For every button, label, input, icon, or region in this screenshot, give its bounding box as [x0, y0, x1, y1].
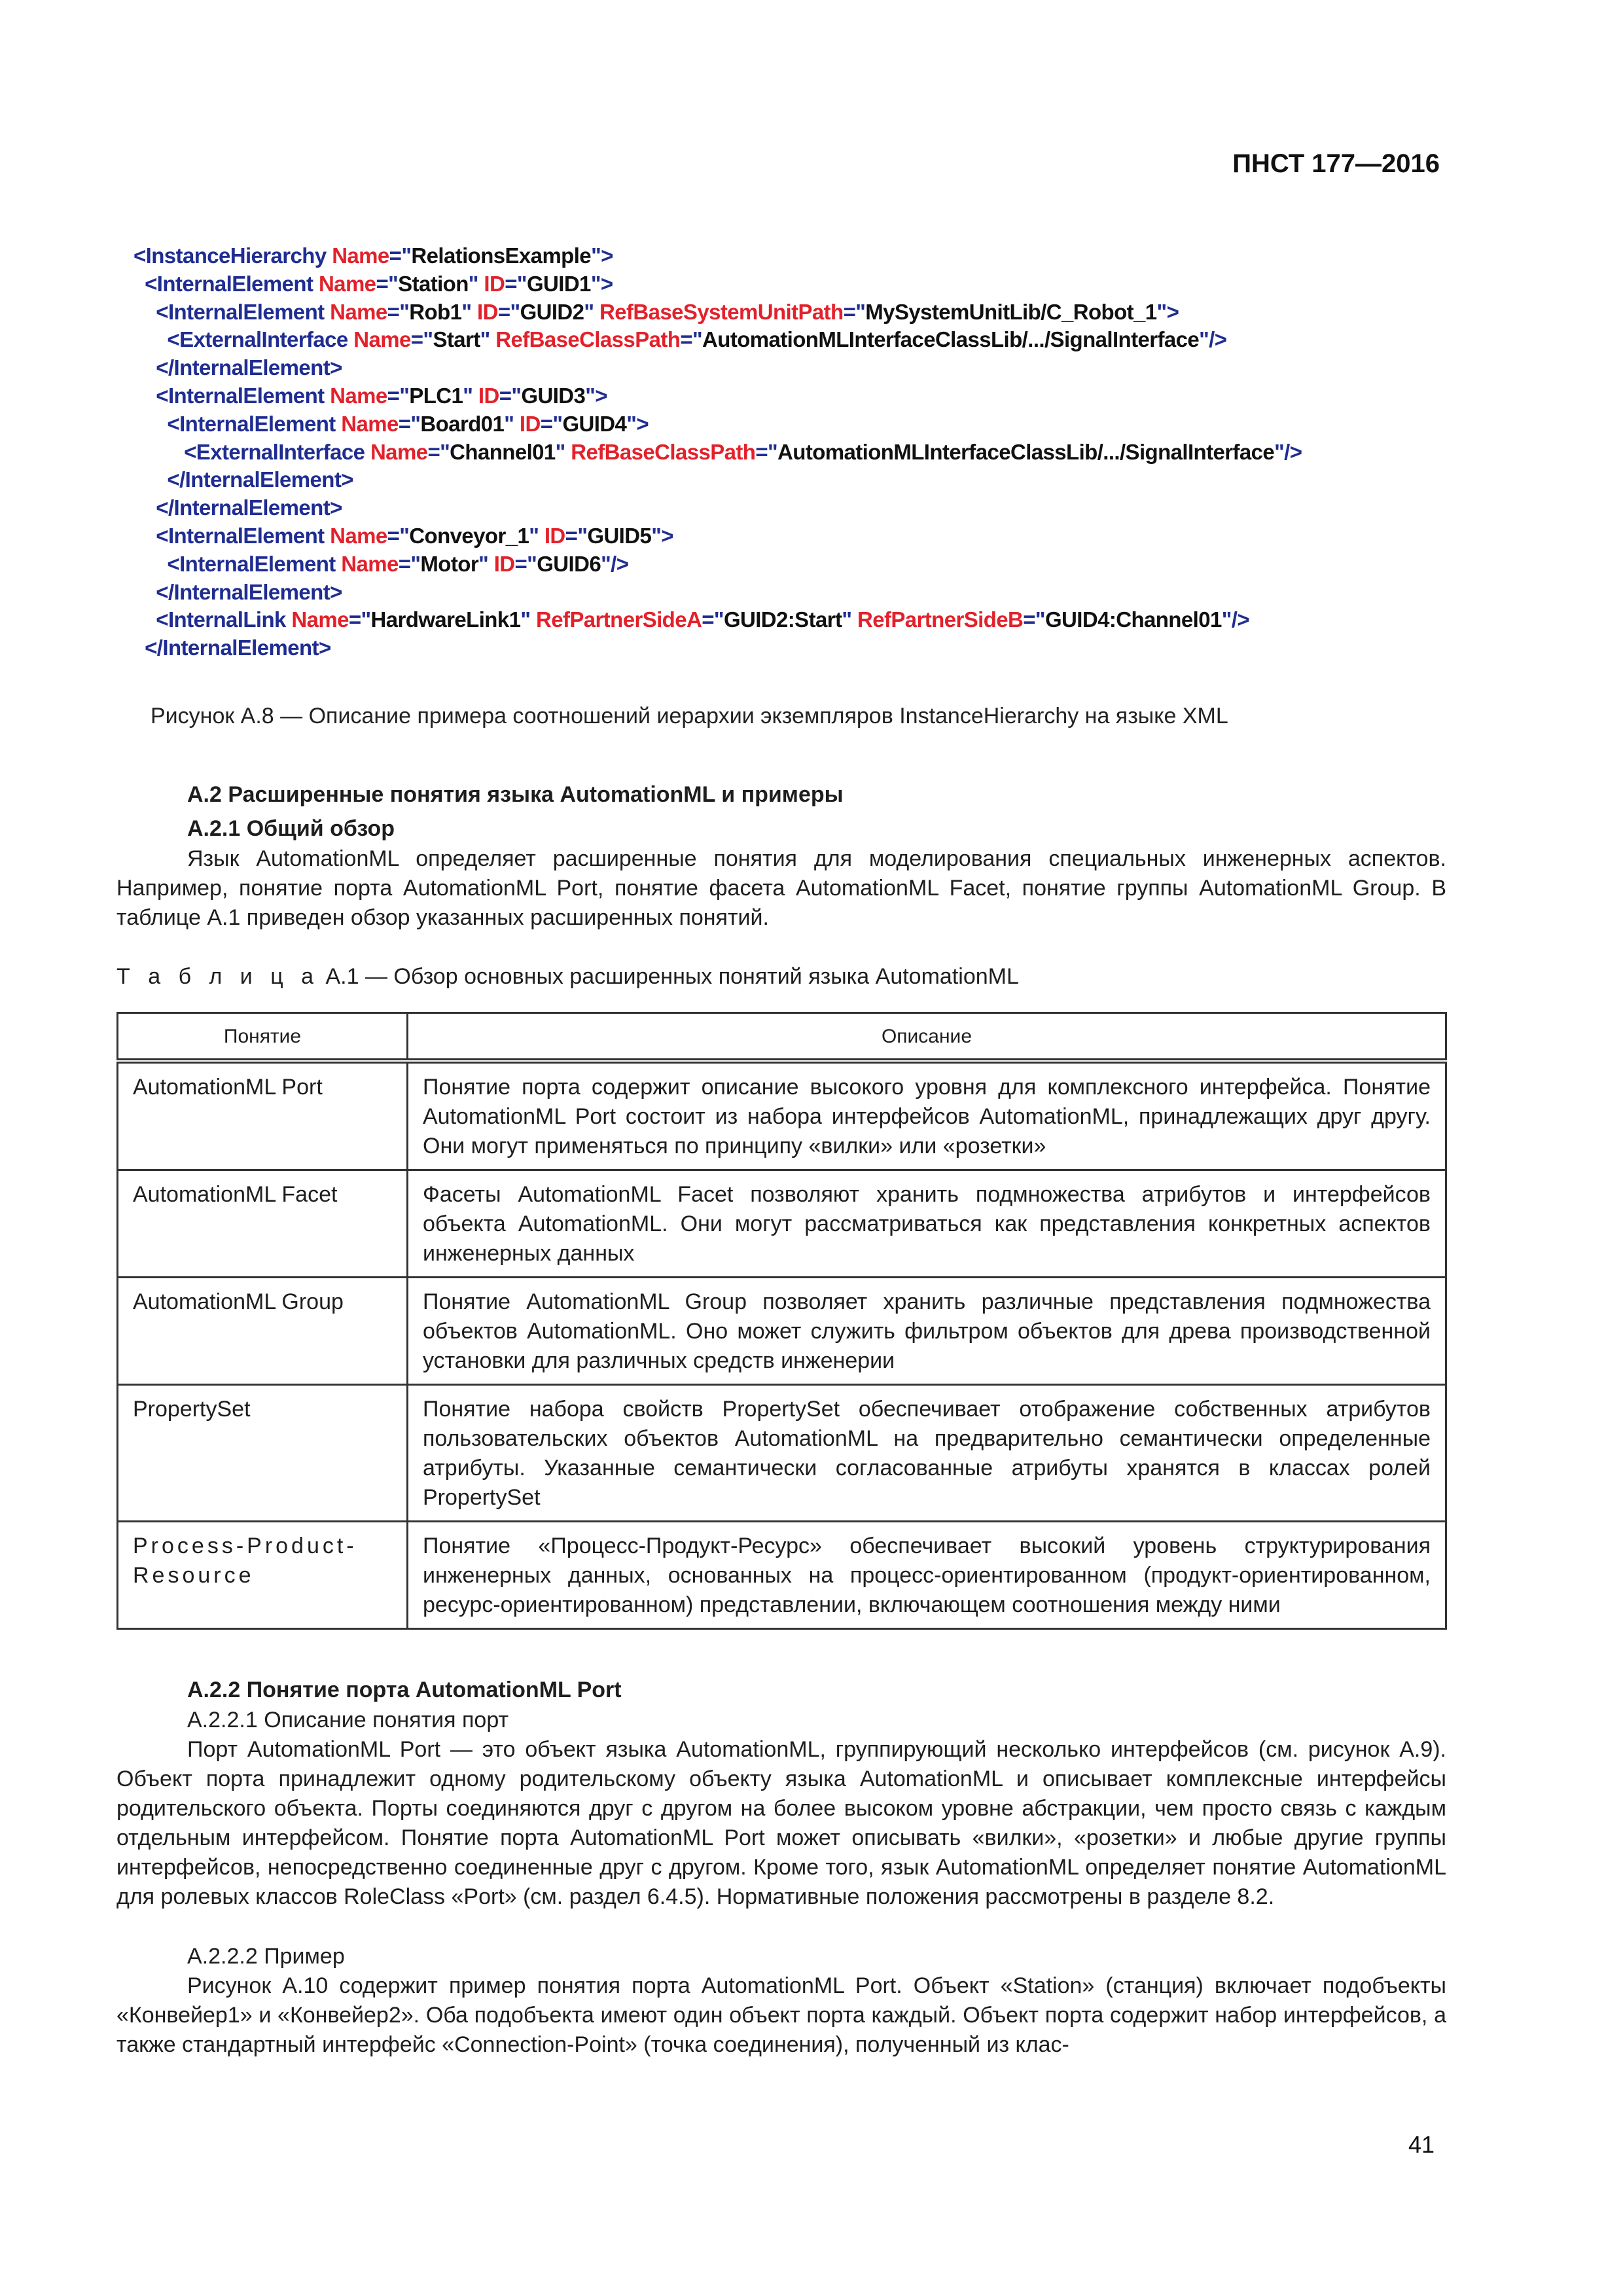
table-row: [118, 1522, 1446, 1629]
xml-code-listing: [134, 242, 1442, 662]
table-cell-description: Фасеты AutomationML Facet позволяют хранить подмножества атрибутов и интерфейсов объекта AutomationML. Они могут рассматриваться как представления конкретных аспектов инженерных данных: [408, 1170, 1446, 1278]
xml-token: RefPartnerSideA: [535, 607, 702, 632]
xml-token: "/>: [1221, 607, 1249, 632]
figure-caption: Рисунок А.8 — Описание примера соотношений иерархии экземпляров InstanceHierarchy на языке XML: [151, 704, 1228, 728]
xml-token: PLC1: [409, 383, 463, 408]
port-example-paragraph: [116, 1971, 1446, 2060]
xml-token: ": [842, 607, 857, 632]
table-cell-description: Понятие AutomationML Group позволяет хранить различные представления подмножества объектов AutomationML. Оно может служить фильтром объектов для древа производственной установки для различных средств инженерии: [408, 1278, 1446, 1385]
xml-token: =": [540, 411, 563, 436]
table-cell-concept: AutomationML Port: [118, 1061, 408, 1170]
xml-token: ID: [519, 411, 541, 436]
xml-line: [134, 439, 1442, 467]
xml-line: [134, 242, 1442, 270]
xml-line: [134, 494, 1442, 522]
xml-token: GUID1: [526, 271, 591, 296]
xml-line: [134, 550, 1442, 579]
xml-line: [134, 410, 1442, 439]
xml-token: ": [555, 439, 571, 464]
table-cell-concept: Process-Product-Resource: [118, 1522, 408, 1629]
xml-token: Name: [330, 523, 387, 548]
xml-token: Name: [370, 439, 428, 464]
table-row: [118, 1061, 1446, 1170]
xml-token: ": [478, 551, 494, 576]
xml-token: =": [755, 439, 778, 464]
xml-token: ": [529, 523, 544, 548]
xml-line: [134, 466, 1442, 494]
xml-token: <InternalElement: [134, 551, 342, 576]
xml-token: ": [520, 607, 536, 632]
section-heading-a2: А.2 Расширенные понятия языка AutomationML и примеры: [187, 782, 844, 807]
xml-token: AutomationMLInterfaceClassLib/.../SignalInterface: [702, 327, 1200, 352]
xml-token: MySystemUnitLib/C_Robot_1: [865, 299, 1157, 324]
table-cell-description: Понятие порта содержит описание высокого уровня для комплексного интерфейса. Понятие AutomationML Port состоит из набора интерфейсов AutomationML, принадлежащих друг другу. Они могут применяться по принципу «вилки» или «розетки»: [408, 1061, 1446, 1170]
port-example-text: Рисунок А.10 содержит пример понятия порта AutomationML Port. Объект «Station» (станция) включает подобъекты «Конвейер1» и «Конвейер2». Оба подобъекта имеют один объект порта каждый. Объект порта содержит набор интерфейсов, а также стандартный интерфейс «Connection-Point» (точка соединения), полученный из клас-: [116, 1973, 1446, 2057]
xml-token: ": [584, 299, 600, 324]
table-header-description: Описание: [408, 1013, 1446, 1062]
xml-line: [134, 522, 1442, 550]
port-description-paragraph: [116, 1735, 1446, 1912]
xml-token: "/>: [1274, 439, 1302, 464]
xml-token: =": [398, 411, 421, 436]
table-header-row: [118, 1013, 1446, 1062]
xml-token: Board01: [420, 411, 505, 436]
table-row: [118, 1278, 1446, 1385]
table-cell-concept: AutomationML Group: [118, 1278, 408, 1385]
xml-token: GUID2:Start: [723, 607, 842, 632]
xml-token: ID: [478, 383, 499, 408]
xml-token: =": [387, 523, 410, 548]
xml-token: </InternalElement>: [134, 355, 342, 380]
table-cell-description: Понятие «Процесс-Продукт-Ресурс» обеспечивает высокий уровень структурирования инженерных данных, основанных на процесс-ориентированном (продукт-ориентированном, ресурс-ориентированном) представлении, включающем соотношения между ними: [408, 1522, 1446, 1629]
xml-token: =": [499, 383, 522, 408]
xml-token: Motor: [420, 551, 479, 576]
xml-token: GUID2: [520, 299, 584, 324]
xml-line: [134, 634, 1442, 662]
xml-token: ": [504, 411, 520, 436]
xml-token: =": [1023, 607, 1045, 632]
xml-token: GUID5: [587, 523, 652, 548]
xml-line: [134, 382, 1442, 410]
table-caption: [116, 962, 1019, 992]
table-row: [118, 1170, 1446, 1278]
xml-token: =": [702, 607, 724, 632]
xml-token: =": [843, 299, 866, 324]
xml-line: [134, 606, 1442, 634]
xml-token: Name: [330, 383, 387, 408]
xml-token: Start: [433, 327, 480, 352]
xml-token: ID: [544, 523, 565, 548]
xml-token: ">: [1156, 299, 1179, 324]
table-caption-prefix: Т а б л и ц а: [116, 964, 320, 989]
subsection-heading-a222: А.2.2.2 Пример: [187, 1944, 345, 1969]
xml-token: =": [514, 551, 537, 576]
subsection-heading-a21: А.2.1 Общий обзор: [187, 816, 395, 841]
xml-token: =": [376, 271, 399, 296]
xml-token: </InternalElement>: [134, 636, 331, 660]
xml-token: =": [398, 551, 421, 576]
xml-token: Rob1: [409, 299, 462, 324]
xml-line: [134, 270, 1442, 298]
xml-token: ">: [626, 411, 649, 436]
xml-token: <InternalElement: [134, 383, 330, 408]
xml-token: </InternalElement>: [134, 467, 353, 492]
xml-token: ID: [484, 271, 505, 296]
xml-token: =": [565, 523, 588, 548]
xml-token: <InternalElement: [134, 523, 330, 548]
xml-token: AutomationMLInterfaceClassLib/.../SignalInterface: [777, 439, 1275, 464]
xml-token: Name: [341, 551, 399, 576]
xml-line: [134, 326, 1442, 354]
xml-token: Station: [398, 271, 469, 296]
xml-token: <InternalLink: [134, 607, 292, 632]
xml-token: ">: [585, 383, 607, 408]
xml-token: =": [505, 271, 527, 296]
table-header-concept: Понятие: [118, 1013, 408, 1062]
xml-token: </InternalElement>: [134, 579, 342, 604]
xml-token: GUID4:Channel01: [1044, 607, 1222, 632]
xml-token: GUID3: [521, 383, 586, 408]
xml-token: ">: [591, 243, 613, 268]
overview-paragraph: [116, 844, 1446, 933]
table-cell-concept: PropertySet: [118, 1385, 408, 1522]
page-number: 41: [1408, 2131, 1435, 2158]
xml-token: </InternalElement>: [134, 495, 342, 520]
xml-token: ": [461, 299, 478, 324]
xml-token: =": [348, 607, 371, 632]
table-cell-description: Понятие набора свойств PropertySet обеспечивает отображение собственных атрибутов пользовательских объектов AutomationML на предварительно семантически определенные атрибуты. Указанные семантически согласованные атрибуты хранятся в классах ролей PropertySet: [408, 1385, 1446, 1522]
xml-token: Channel01: [450, 439, 556, 464]
xml-token: RefBaseClassPath: [571, 439, 756, 464]
document-standard-id: ПНСТ 177—2016: [1232, 149, 1440, 178]
xml-token: RelationsExample: [411, 243, 592, 268]
xml-token: =": [387, 299, 410, 324]
xml-line: [134, 354, 1442, 382]
xml-token: <InternalElement: [134, 271, 319, 296]
xml-token: Name: [341, 411, 399, 436]
xml-token: "/>: [601, 551, 629, 576]
xml-token: <InternalElement: [134, 411, 342, 436]
xml-token: =": [680, 327, 703, 352]
section-heading-a22: А.2.2 Понятие порта AutomationML Port: [187, 1677, 622, 1702]
xml-token: GUID4: [562, 411, 627, 436]
xml-token: RefBaseClassPath: [495, 327, 681, 352]
xml-token: ID: [493, 551, 515, 576]
xml-token: ">: [651, 523, 673, 548]
table-row: [118, 1385, 1446, 1522]
xml-line: [134, 298, 1442, 327]
xml-token: =": [387, 383, 410, 408]
table-cell-concept: AutomationML Facet: [118, 1170, 408, 1278]
concepts-table: [116, 1012, 1447, 1630]
table-caption-text: А.1 — Обзор основных расширенных понятий языка AutomationML: [319, 964, 1019, 989]
xml-token: =": [389, 243, 412, 268]
xml-token: =": [410, 327, 433, 352]
xml-token: Conveyor_1: [409, 523, 529, 548]
xml-token: Name: [330, 299, 387, 324]
xml-token: Name: [291, 607, 349, 632]
xml-token: ">: [590, 271, 613, 296]
xml-token: RefBaseSystemUnitPath: [599, 299, 844, 324]
xml-token: Name: [353, 327, 411, 352]
xml-token: Name: [332, 243, 389, 268]
xml-token: "/>: [1199, 327, 1227, 352]
overview-paragraph-text: Язык AutomationML определяет расширенные понятия для моделирования специальных инженерных аспектов. Например, понятие порта AutomationML Port, понятие фасета AutomationML Facet, понятие группы AutomationML Group. В таблице А.1 приведен обзор указанных расширенных понятий.: [116, 846, 1446, 930]
port-description-text: Порт AutomationML Port — это объект языка AutomationML, группирующий несколько интерфейсов (см. рисунок А.9). Объект порта принадлежит одному родительскому объекту языка AutomationML и описывает комплексные интерфейсы родительского объекта. Порты соединяются друг с другом на более высоком уровне абстракции, чем просто связь с каждым отдельным интерфейсом. Понятие порта AutomationML Port может описывать «вилки», «розетки» и любые другие группы интерфейсов, непосредственно соединенные друг с другом. Кроме того, язык AutomationML определяет понятие AutomationML для ролевых классов RoleClass «Port» (см. раздел 6.4.5). Нормативные положения рассмотрены в разделе 8.2.: [116, 1737, 1446, 1909]
xml-token: GUID6: [537, 551, 601, 576]
xml-token: ": [468, 271, 484, 296]
xml-token: =": [427, 439, 450, 464]
xml-token: <InstanceHierarchy: [134, 243, 332, 268]
xml-token: <ExternalInterface: [134, 439, 370, 464]
xml-token: =": [497, 299, 520, 324]
xml-token: RefPartnerSideB: [857, 607, 1024, 632]
xml-token: ": [463, 383, 478, 408]
xml-line: [134, 579, 1442, 607]
xml-token: Name: [318, 271, 376, 296]
xml-token: HardwareLink1: [370, 607, 521, 632]
xml-token: <ExternalInterface: [134, 327, 354, 352]
subsection-heading-a221: А.2.2.1 Описание понятия порт: [187, 1708, 509, 1732]
xml-token: ID: [477, 299, 498, 324]
xml-token: ": [480, 327, 496, 352]
xml-token: <InternalElement: [134, 299, 330, 324]
